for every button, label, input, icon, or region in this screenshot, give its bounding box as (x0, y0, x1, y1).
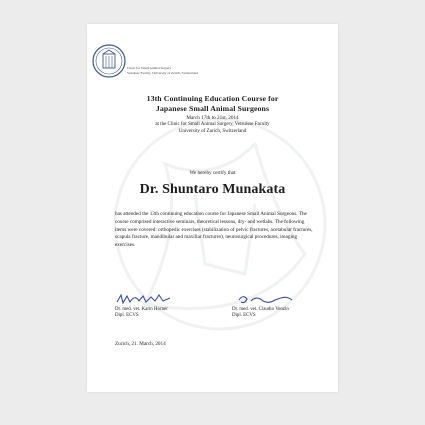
clinic-header (127, 66, 198, 75)
signatory-2-title: Dipl. ECVS (232, 313, 256, 319)
signature-2-icon (235, 292, 295, 306)
recipient-name: Dr. Shuntaro Munakata (139, 182, 286, 197)
header-line-2: Vetsuisse Faculty, University of Zurich, Switzerland (127, 70, 198, 75)
course-location-line-1: at the Clinic for Small Animal Surgery, Vetsuisse Faculty (155, 122, 270, 127)
signature-1-icon (115, 292, 173, 306)
place-and-date: Zurich, 21. March, 2014 (115, 341, 166, 347)
certificate-sheet (87, 24, 338, 392)
course-title-line-2: Japanese Small Animal Surgeons (155, 104, 270, 113)
signatory-2 (232, 307, 289, 320)
signatory-1-title: Dipl. ECVS (115, 313, 139, 319)
course-description: has attended the 13th continuing education course for Japanese Small Animal Surgeons. The course comprised interactive seminars, theoretical lessons, dry- and wetlabs. The following items were covered: orthopedic exercises (stabilization of pelvic fractures, acetabular fractures, scapula fracture, mandibular and maxillar fractures), neurosurgical procedures, imaging exercises. (115, 211, 313, 249)
signatory-1-name: Dr. med. vet. Karin Horner (115, 307, 168, 312)
university-seal-icon (92, 44, 126, 78)
course-location-line-2: University of Zurich, Switzerland (178, 129, 247, 134)
course-title-line-1: 13th Continuing Education Course for (146, 94, 279, 103)
certify-text: We hereby certify that (189, 170, 236, 176)
signatory-1 (115, 307, 168, 320)
signatory-2-name: Dr. med. vet. Claudio Venzin (232, 307, 289, 312)
header-line-1: Clinic for Small Animal Surgery (127, 66, 172, 70)
course-dates: March 17th to 21st, 2014 (186, 115, 239, 121)
